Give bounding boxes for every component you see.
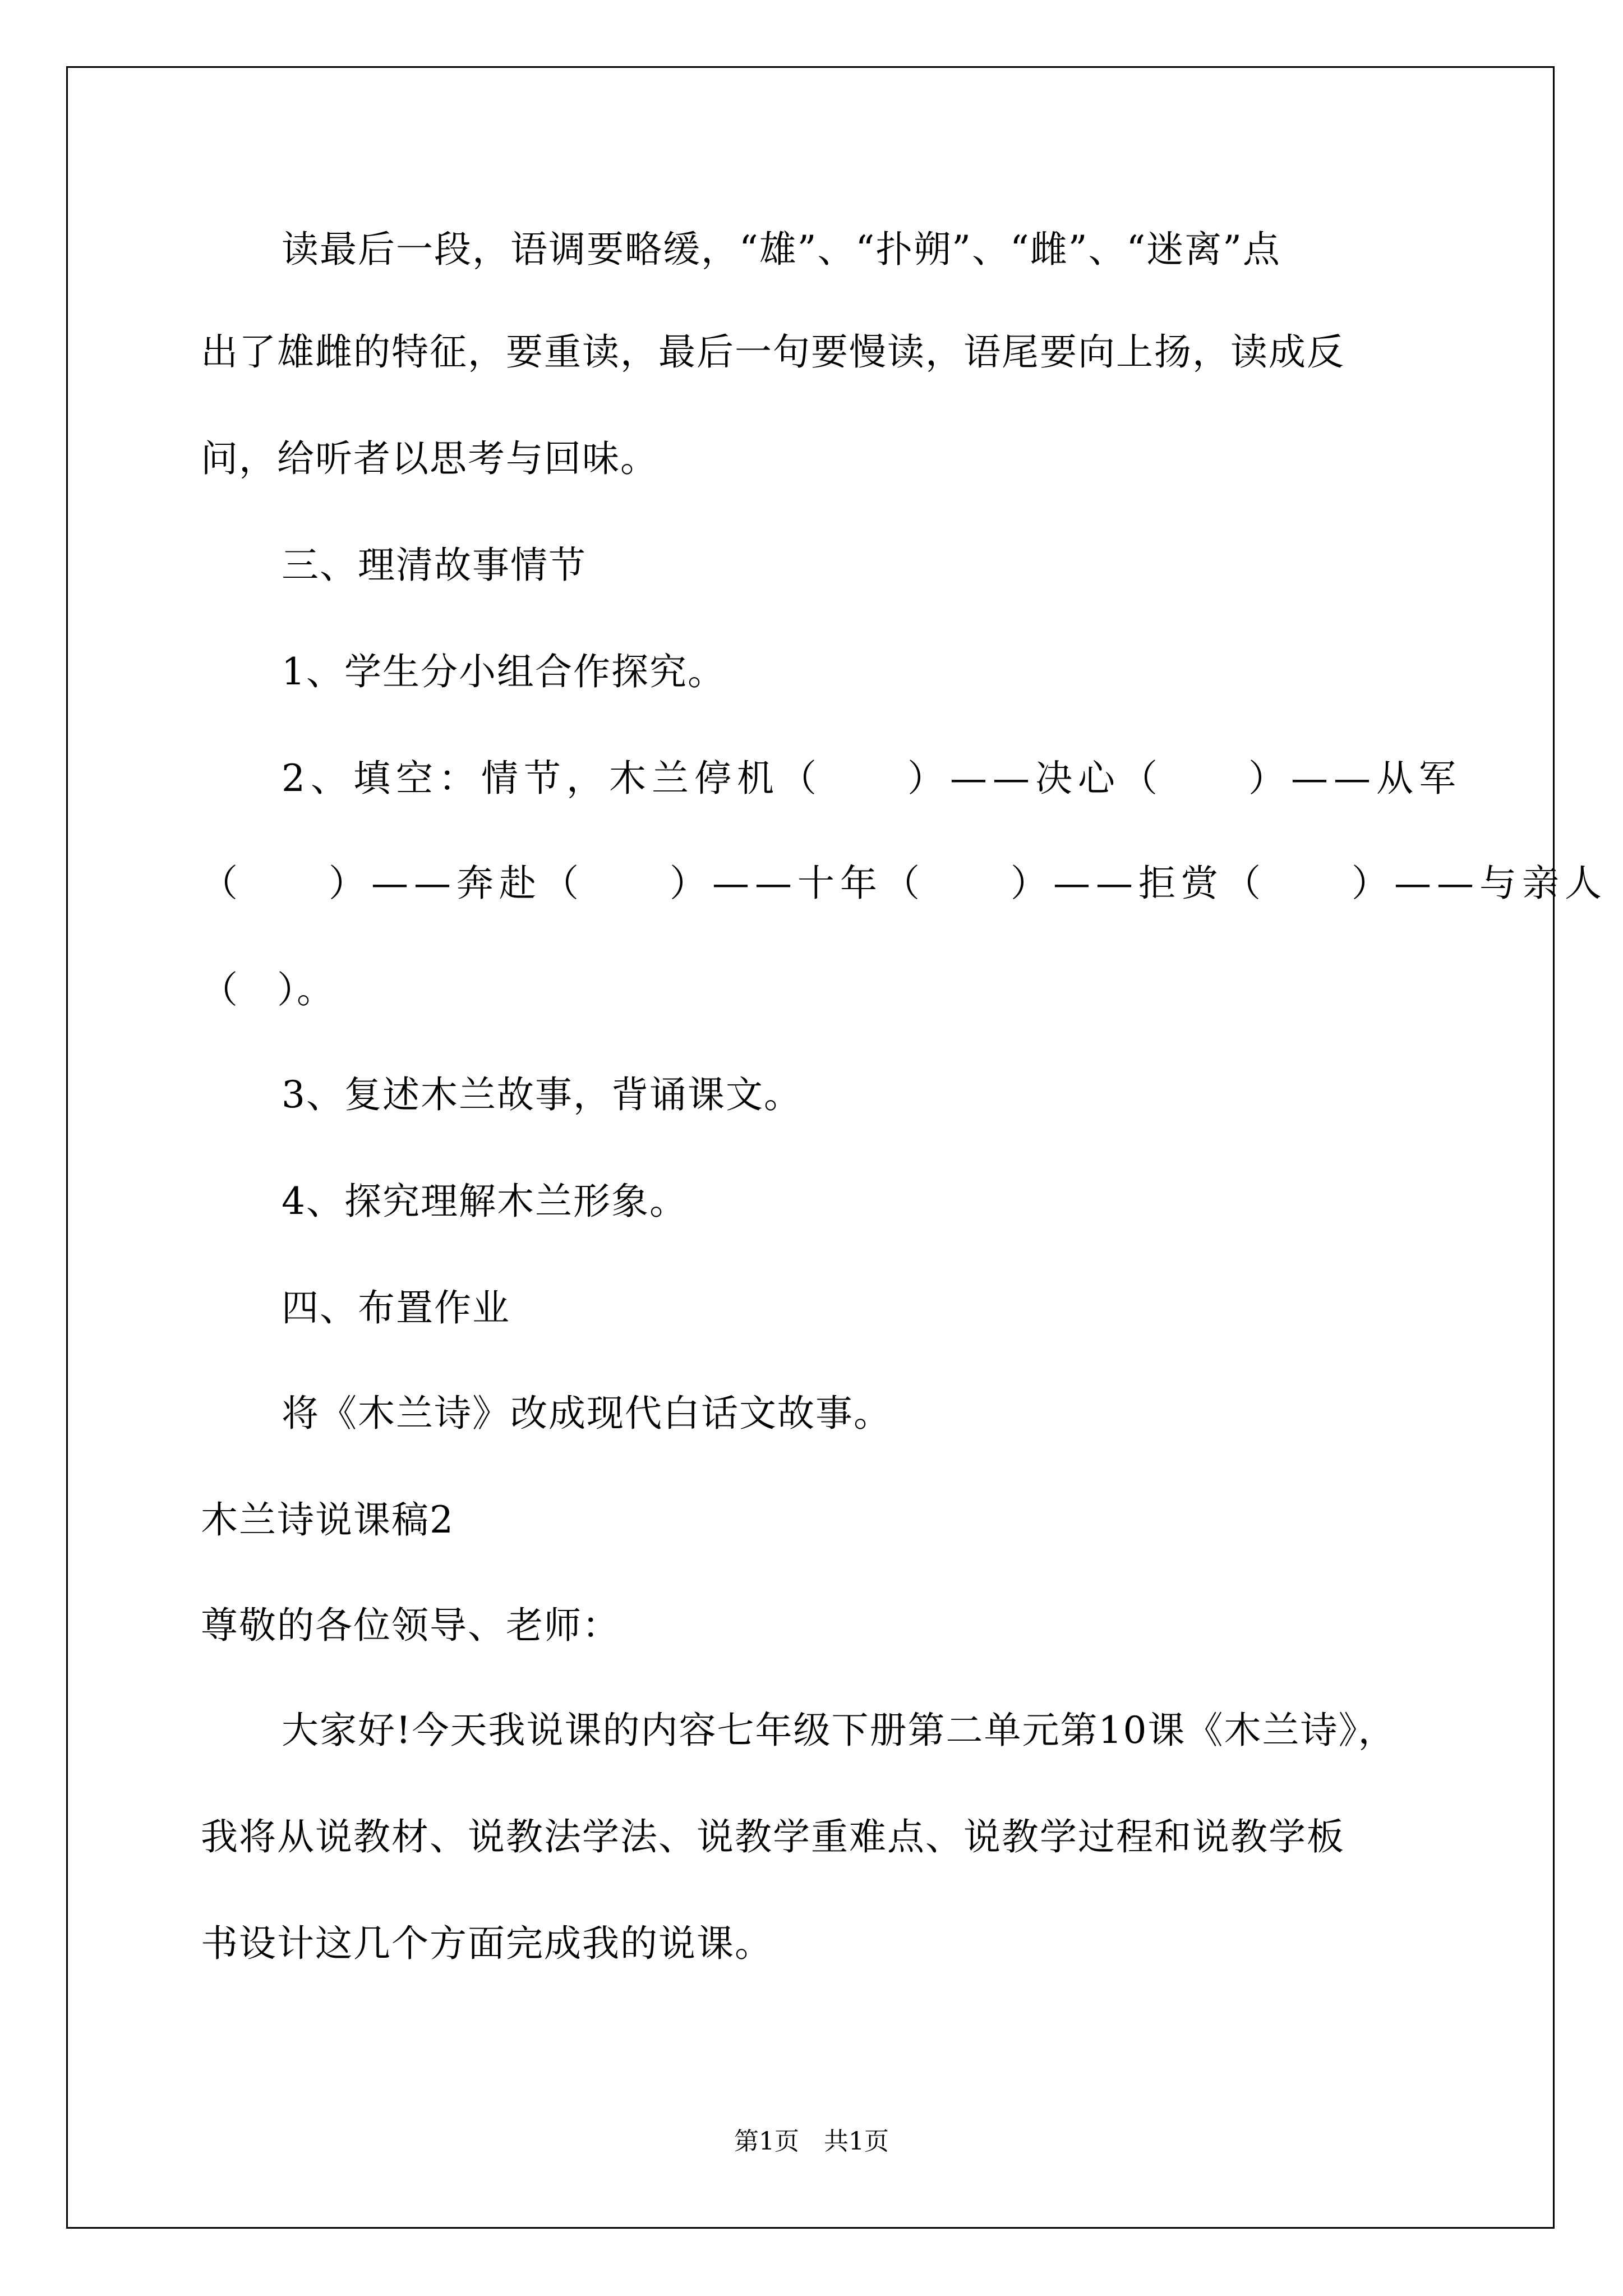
- page-border: [66, 66, 1555, 2229]
- document-title: 木兰诗说课稿2: [201, 1498, 454, 1542]
- paragraph-line: 问，给听者以思考与回味。: [201, 437, 658, 480]
- list-item: 2、填空：情节，木兰停机（ ）——决心（ ）——从军: [282, 757, 1461, 800]
- paragraph-line: （ ）——奔赴（ ）——十年（ ）——拒赏（ ）——与亲人: [201, 862, 1607, 905]
- salutation: 尊敬的各位领导、老师：: [201, 1604, 620, 1647]
- paragraph-line: 将《木兰诗》改成现代白话文故事。: [282, 1392, 892, 1435]
- paragraph-line: 书设计这几个方面完成我的说课。: [201, 1922, 773, 1965]
- paragraph-line: 出了雄雌的特征，要重读，最后一句要慢读，语尾要向上扬，读成反: [201, 330, 1345, 374]
- list-item: 1、学生分小组合作探究。: [282, 650, 726, 693]
- list-item: 4、探究理解木兰形象。: [282, 1180, 688, 1223]
- list-item: 3、复述木兰故事，背诵课文。: [282, 1073, 802, 1116]
- page-footer: 第1页 共1页: [734, 2127, 889, 2156]
- section-heading: 四、布置作业: [282, 1286, 510, 1329]
- paragraph-line: （ ）。: [201, 968, 335, 1011]
- paragraph-line: 我将从说教材、说教法学法、说教学重难点、说教学过程和说教学板: [201, 1815, 1345, 1858]
- paragraph-line: 大家好!今天我说课的内容七年级下册第二单元第10课《木兰诗》，: [282, 1709, 1396, 1752]
- paragraph-line: 读最后一段，语调要略缓，“雄”、“扑朔”、“雌”、“迷离”点: [282, 228, 1281, 271]
- section-heading: 三、理清故事情节: [282, 544, 587, 587]
